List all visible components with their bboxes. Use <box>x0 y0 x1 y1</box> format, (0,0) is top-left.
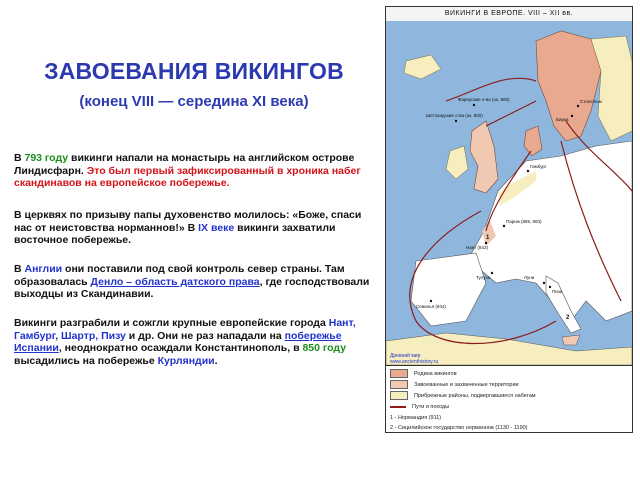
map-drawing <box>386 21 632 365</box>
legend-label-normandy: 1 - Нормандия (911) <box>390 415 442 421</box>
p2-text-a: В церквях по призыву папы духовенство молилось: «Боже, спаси нас от неистовства норманнов!» В <box>14 209 362 234</box>
label-nant: Нант (843) <box>466 245 489 250</box>
label-faroe: Фарерские о-ва (ок. 800) <box>458 97 510 102</box>
dot-seville <box>430 300 432 302</box>
legend-row-homeland <box>390 369 457 379</box>
dot-stockholm <box>577 105 579 107</box>
label-lunn: Луни <box>524 275 535 280</box>
p4-text-a: Викинги разграбили и сожгли крупные европейские города <box>14 317 329 329</box>
dot-hamburg <box>527 170 529 172</box>
legend-row-conquered <box>390 380 519 390</box>
p1-highlight: Это был первый зафиксированный в хроника набег скандинавов на европейское побережье. <box>14 164 361 189</box>
label-pisa: Пиза <box>552 289 563 294</box>
p3-danelaw-link[interactable]: Денло – область датского права <box>90 275 260 288</box>
label-hamburg: Гамбург <box>530 164 547 169</box>
source-line-2: www.ancienthistory.ru <box>390 359 439 365</box>
legend-row-raids <box>390 391 536 401</box>
label-toulouse: Тулуза <box>476 275 491 280</box>
dot-faroe <box>473 104 475 106</box>
paragraph-raids <box>14 317 374 367</box>
label-paris: Париж (885, 893) <box>506 219 542 224</box>
page-subtitle: (конец VIII — середина XI века) <box>79 93 309 110</box>
page-title: ЗАВОЕВАНИЯ ВИКИНГОВ <box>44 58 344 84</box>
marker-1: 1 <box>486 235 490 241</box>
label-seville: Севилья (844) <box>416 304 446 309</box>
vikings-map <box>385 6 633 433</box>
marker-2: 2 <box>566 315 570 321</box>
legend-row-sicily <box>390 423 528 433</box>
p3-text-c: , где господствовали выходцы из Скандинавии. <box>14 275 370 300</box>
map-title: ВИКИНГИ В ЕВРОПЕ. VIII – XII вв. <box>386 7 632 22</box>
p1-year: 793 году <box>24 152 69 164</box>
source-line-1: Древний мир <box>390 353 421 359</box>
legend-label-homeland: Родина викингов <box>414 371 457 377</box>
p2-century: IX веке <box>198 221 235 234</box>
dot-lunn <box>543 282 545 284</box>
legend-row-routes <box>390 402 449 412</box>
p2-text-b: викинги захватили восточное побережье. <box>14 221 336 246</box>
dot-paris <box>503 225 505 227</box>
legend-label-sicily: 2 - Сицилийское государство норманнов (1130 - 1190) <box>390 425 528 431</box>
p4-cities: Нант, Гамбург, Шартр, Пизу <box>14 317 356 342</box>
dot-shetland <box>455 120 457 122</box>
label-birka: Бирка <box>556 117 569 122</box>
paragraph-prayer <box>14 209 374 247</box>
dot-birka <box>571 115 573 117</box>
p4-text-b: и др. Они не раз нападали на <box>125 329 285 342</box>
paragraph-lindisfarne <box>14 152 374 190</box>
p1-text-a: В <box>14 152 25 164</box>
dot-toulouse <box>491 272 493 274</box>
label-shetland: Шетландские о-ва (ок. 800) <box>426 113 483 118</box>
p4-spain-link[interactable]: побережье Испании <box>14 329 342 354</box>
map-legend <box>386 365 632 433</box>
map-source[interactable] <box>390 353 438 365</box>
p4-text-c: , неоднократно осаждали Константинополь, в <box>58 342 303 354</box>
p4-kurland: Курляндии <box>157 354 215 367</box>
p4-text-d: высадились на побережье <box>14 354 158 367</box>
legend-swatch-routes <box>390 406 406 408</box>
dot-pisa <box>549 286 551 288</box>
legend-swatch-conquered <box>390 380 408 389</box>
legend-swatch-homeland <box>390 369 408 378</box>
p1-text-b: викинги напали на монастырь на английском острове Линдисфарн. <box>14 152 355 177</box>
dot-nant <box>485 242 487 244</box>
legend-swatch-raids <box>390 391 408 400</box>
legend-label-raids: Прибрежные районы, подвергавшиеся набегам <box>414 393 536 399</box>
p3-text-b: они поставили под свой контроль север страны. Там образовалась <box>14 263 345 288</box>
p3-text-a: В <box>14 263 25 275</box>
legend-label-conquered: Завоеванные и захваченные территории <box>414 382 519 388</box>
legend-row-normandy <box>390 413 441 423</box>
label-stockholm: Стокгольм <box>580 99 602 104</box>
p3-england: Англии <box>24 263 63 275</box>
p4-year: 850 году <box>302 342 347 354</box>
paragraph-england <box>14 263 374 301</box>
legend-label-routes: Пути и походы <box>412 404 450 410</box>
p4-text-e: . <box>214 354 218 367</box>
